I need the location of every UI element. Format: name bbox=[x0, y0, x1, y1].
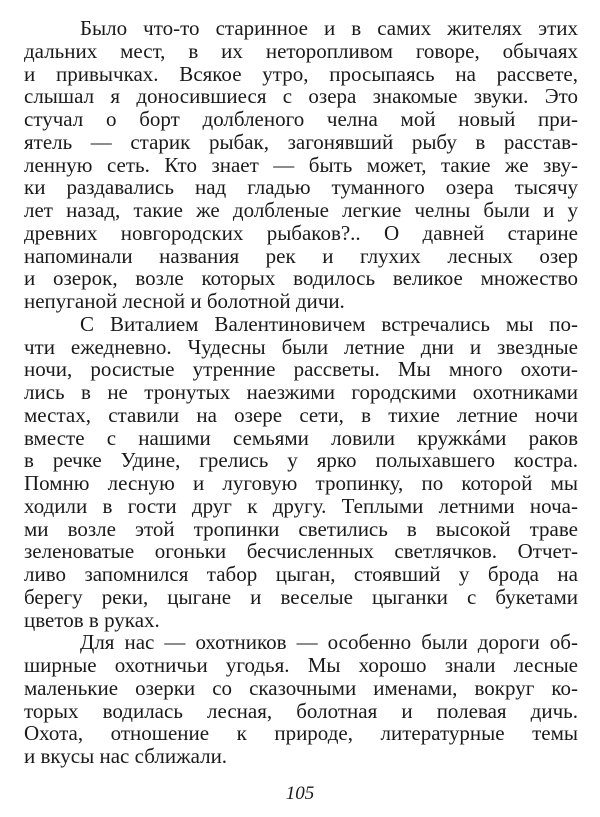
text-line: С Виталием Валентиновичем встречались мы по- bbox=[80, 311, 578, 336]
paragraph bbox=[24, 313, 578, 632]
text-line: местах, ставили на озере сети, в тихие летние ночи bbox=[24, 402, 578, 427]
text-line: Охота, отношение к природе, литературные темы bbox=[24, 721, 578, 746]
text-line: берегу реки, цыгане и веселые цыганки с букетами bbox=[24, 584, 578, 609]
text-line: ми возле этой тропинки светились в высокой траве bbox=[24, 516, 578, 541]
text-line: и привычках. Всякое утро, просыпаясь на рассвете, bbox=[24, 61, 578, 86]
text-line: стучал о борт долбленого челна мой новый при- bbox=[24, 107, 578, 131]
text-line: ливо запомнился табор цыган, стоявший у брода на bbox=[24, 562, 578, 586]
text-line: непуганой лесной и болотной дичи. bbox=[24, 289, 345, 313]
page-body bbox=[24, 17, 578, 768]
text-line: и озерок, возле которых водилось великое множество bbox=[24, 266, 578, 291]
text-line: напоминали названия рек и глухих лесных озер bbox=[24, 243, 578, 268]
text-line: Помню лесную и луговую тропинку, по которой мы bbox=[24, 471, 578, 495]
text-line: зеленоватые огоньки бесчисленных светлячков. Отчет- bbox=[24, 539, 578, 564]
text-line: чти ежедневно. Чудесны были летние дни и звездные bbox=[24, 334, 578, 359]
text-line: Было что-то старинное и в самих жителях этих bbox=[80, 16, 578, 40]
paragraph bbox=[24, 17, 578, 313]
text-line: и вкусы нас сближали. bbox=[24, 744, 228, 768]
text-line: ленную сеть. Кто знает — быть может, такие же зву- bbox=[24, 152, 578, 177]
text-line: в речке Удине, грелись у ярко полыхавшего костра. bbox=[24, 448, 578, 473]
text-line: дальних мест, в их неторопливом говоре, обычаях bbox=[24, 38, 578, 63]
text-line: древних новгородских рыбаков?.. О давней старине bbox=[24, 220, 578, 245]
page-number: 105 bbox=[285, 783, 315, 804]
text-line: слышал я доносившиеся с озера знакомые звуки. Это bbox=[24, 84, 578, 109]
text-line: вместе с нашими семьями ловили кружкáми раков bbox=[24, 425, 578, 450]
text-line: лет назад, такие же долбленые легкие челны были и у bbox=[24, 198, 578, 222]
text-line: лись в не тронутых наезжими городскими охотниками bbox=[24, 380, 578, 404]
text-line: маленькие озерки со сказочными именами, вокруг ко- bbox=[24, 675, 578, 700]
text-line: ятель — старик рыбак, загонявший рыбу в расстав- bbox=[24, 129, 578, 154]
text-line: ки раздавались над гладью туманного озера тысячу bbox=[24, 175, 578, 200]
text-line: цветов в руках. bbox=[24, 607, 160, 632]
text-line: ширные охотничьи угодья. Мы хорошо знали лесные bbox=[24, 653, 578, 677]
text-line: ходили в гости друг к другу. Теплыми летними ноча- bbox=[24, 493, 578, 518]
text-line: ночи, росистые утренние рассветы. Мы много охоти- bbox=[24, 357, 578, 382]
text-line: Для нас — охотников — особенно были дороги об- bbox=[80, 630, 578, 655]
text-line: торых водилась лесная, болотная и полевая дичь. bbox=[24, 698, 578, 723]
paragraph bbox=[24, 631, 578, 768]
